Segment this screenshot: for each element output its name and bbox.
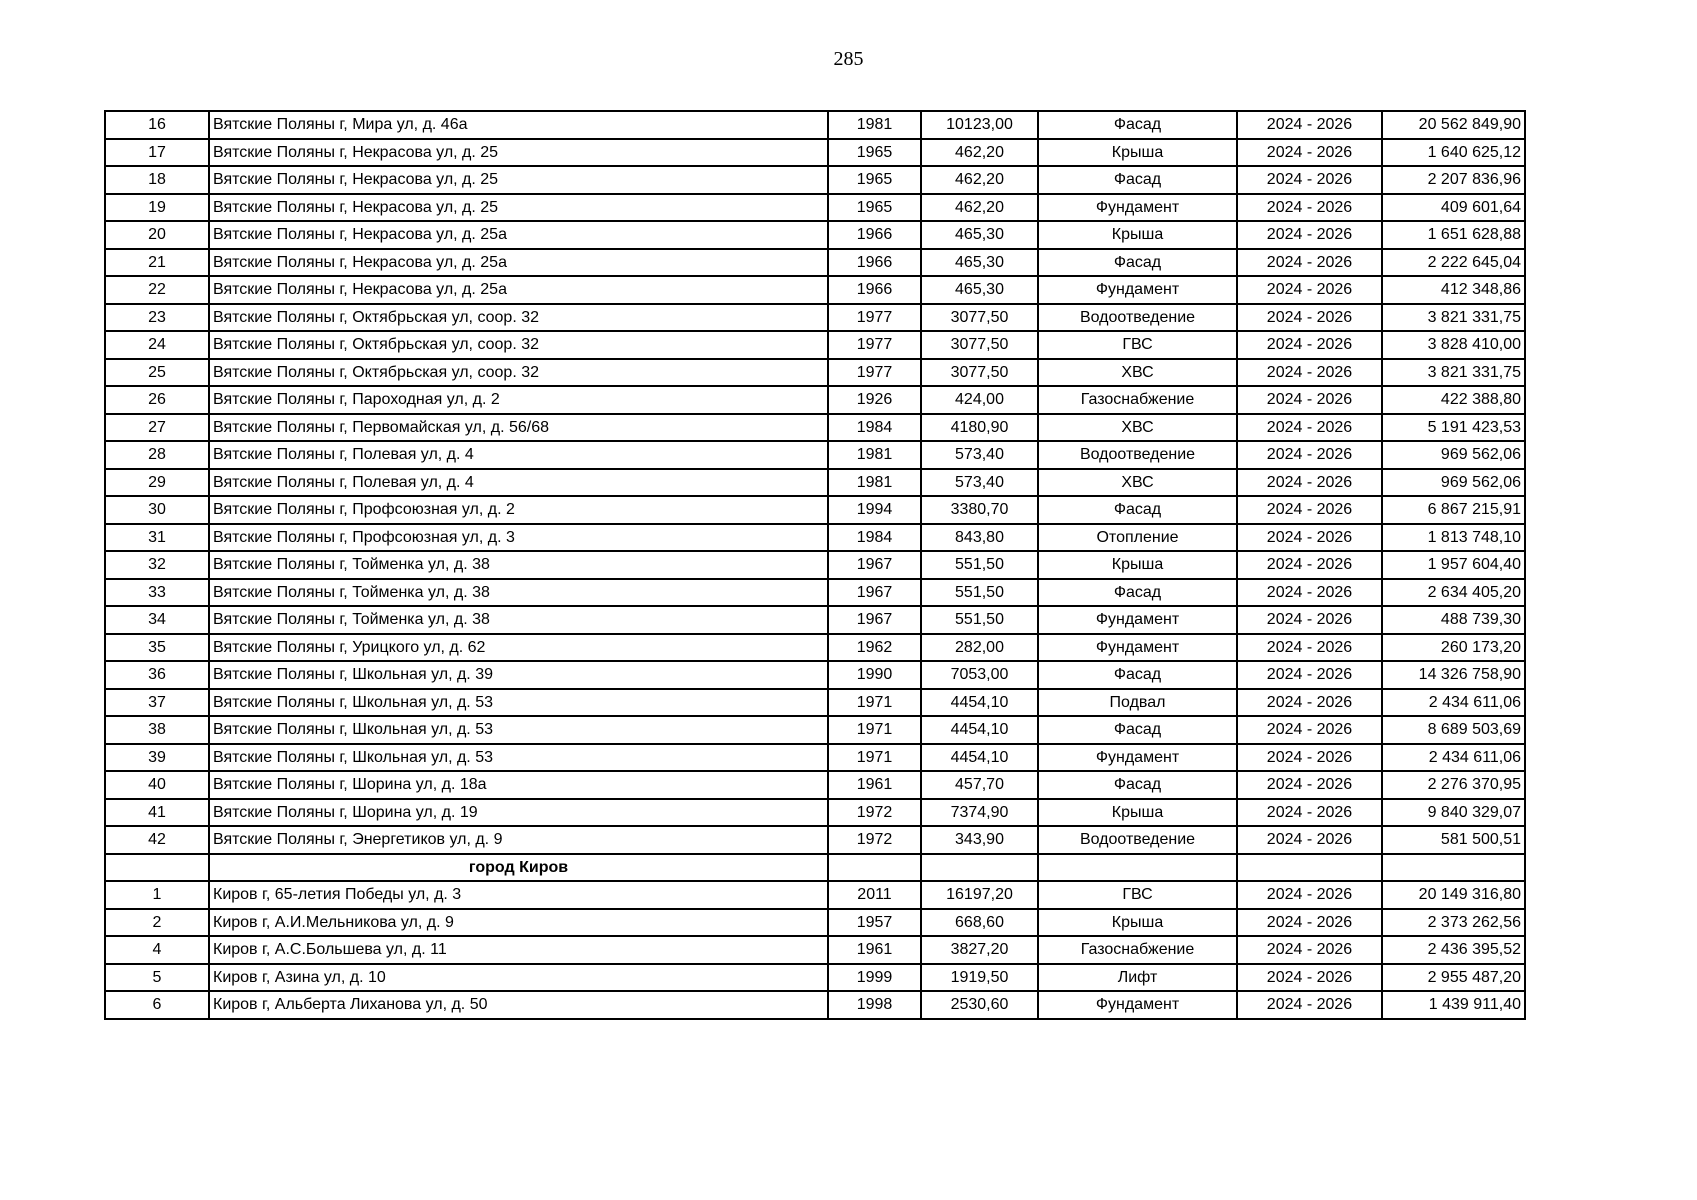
cost-cell: 969 562,06	[1382, 469, 1525, 497]
area-cell: 3077,50	[921, 359, 1038, 387]
table-row	[105, 991, 1525, 1019]
period-cell: 2024 - 2026	[1237, 496, 1382, 524]
table-row	[105, 414, 1525, 442]
build-year-cell: 1967	[828, 606, 921, 634]
row-number-cell: 42	[105, 826, 209, 854]
build-year-cell: 1966	[828, 276, 921, 304]
row-number-cell	[105, 854, 209, 882]
address-cell: Вятские Поляны г, Некрасова ул, д. 25	[209, 166, 828, 194]
build-year-cell: 1998	[828, 991, 921, 1019]
period-cell: 2024 - 2026	[1237, 331, 1382, 359]
table-row	[105, 744, 1525, 772]
period-cell: 2024 - 2026	[1237, 606, 1382, 634]
period-cell: 2024 - 2026	[1237, 139, 1382, 167]
work-type-cell: Фундамент	[1038, 606, 1237, 634]
work-type-cell: Водоотведение	[1038, 304, 1237, 332]
table-row	[105, 826, 1525, 854]
row-number-cell: 40	[105, 771, 209, 799]
cost-cell: 2 436 395,52	[1382, 936, 1525, 964]
period-cell: 2024 - 2026	[1237, 249, 1382, 277]
period-cell: 2024 - 2026	[1237, 111, 1382, 139]
table-row	[105, 799, 1525, 827]
area-cell: 3380,70	[921, 496, 1038, 524]
build-year-cell: 1966	[828, 249, 921, 277]
cost-cell: 3 828 410,00	[1382, 331, 1525, 359]
build-year-cell: 1994	[828, 496, 921, 524]
build-year-cell: 1967	[828, 579, 921, 607]
work-type-cell: ГВС	[1038, 881, 1237, 909]
work-type-cell: Подвал	[1038, 689, 1237, 717]
period-cell: 2024 - 2026	[1237, 221, 1382, 249]
build-year-cell: 1981	[828, 111, 921, 139]
row-number-cell: 27	[105, 414, 209, 442]
area-cell: 465,30	[921, 276, 1038, 304]
table-row	[105, 441, 1525, 469]
build-year-cell: 1984	[828, 414, 921, 442]
area-cell: 843,80	[921, 524, 1038, 552]
cost-cell: 2 276 370,95	[1382, 771, 1525, 799]
build-year-cell: 1957	[828, 909, 921, 937]
address-cell: Вятские Поляны г, Октябрьская ул, соор. 32	[209, 331, 828, 359]
row-number-cell: 17	[105, 139, 209, 167]
period-cell: 2024 - 2026	[1237, 661, 1382, 689]
row-number-cell: 1	[105, 881, 209, 909]
cost-cell: 2 634 405,20	[1382, 579, 1525, 607]
row-number-cell: 38	[105, 716, 209, 744]
row-number-cell: 29	[105, 469, 209, 497]
table-row	[105, 964, 1525, 992]
address-cell: Вятские Поляны г, Некрасова ул, д. 25а	[209, 249, 828, 277]
address-cell: Вятские Поляны г, Шорина ул, д. 19	[209, 799, 828, 827]
cost-cell: 3 821 331,75	[1382, 359, 1525, 387]
work-type-cell: Крыша	[1038, 909, 1237, 937]
table-row	[105, 551, 1525, 579]
row-number-cell: 33	[105, 579, 209, 607]
cost-cell: 20 149 316,80	[1382, 881, 1525, 909]
build-year-cell: 1962	[828, 634, 921, 662]
address-cell: Вятские Поляны г, Школьная ул, д. 39	[209, 661, 828, 689]
address-cell: Вятские Поляны г, Профсоюзная ул, д. 2	[209, 496, 828, 524]
work-type-cell	[1038, 854, 1237, 882]
area-cell: 4454,10	[921, 744, 1038, 772]
work-type-cell: Фасад	[1038, 771, 1237, 799]
row-number-cell: 30	[105, 496, 209, 524]
table-row	[105, 579, 1525, 607]
area-cell: 282,00	[921, 634, 1038, 662]
address-cell: Киров г, А.С.Большева ул, д. 11	[209, 936, 828, 964]
area-cell: 4180,90	[921, 414, 1038, 442]
period-cell: 2024 - 2026	[1237, 304, 1382, 332]
area-cell: 465,30	[921, 221, 1038, 249]
period-cell: 2024 - 2026	[1237, 744, 1382, 772]
table-row	[105, 276, 1525, 304]
work-type-cell: Фундамент	[1038, 744, 1237, 772]
work-type-cell: Фундамент	[1038, 991, 1237, 1019]
build-year-cell: 1977	[828, 304, 921, 332]
build-year-cell	[828, 854, 921, 882]
period-cell: 2024 - 2026	[1237, 524, 1382, 552]
address-cell: Вятские Поляны г, Тойменка ул, д. 38	[209, 606, 828, 634]
work-type-cell: ХВС	[1038, 469, 1237, 497]
build-year-cell: 1999	[828, 964, 921, 992]
row-number-cell: 22	[105, 276, 209, 304]
table-body	[105, 111, 1525, 1019]
work-type-cell: Крыша	[1038, 221, 1237, 249]
row-number-cell: 26	[105, 386, 209, 414]
address-cell: Вятские Поляны г, Профсоюзная ул, д. 3	[209, 524, 828, 552]
area-cell: 551,50	[921, 579, 1038, 607]
build-year-cell: 1967	[828, 551, 921, 579]
table-row	[105, 249, 1525, 277]
period-cell: 2024 - 2026	[1237, 194, 1382, 222]
build-year-cell: 1984	[828, 524, 921, 552]
build-year-cell: 1981	[828, 469, 921, 497]
work-type-cell: Крыша	[1038, 139, 1237, 167]
address-cell: Вятские Поляны г, Первомайская ул, д. 56/68	[209, 414, 828, 442]
section-title: город Киров	[209, 854, 828, 882]
row-number-cell: 31	[105, 524, 209, 552]
table-row	[105, 771, 1525, 799]
period-cell: 2024 - 2026	[1237, 799, 1382, 827]
table-row	[105, 359, 1525, 387]
cost-cell: 1 640 625,12	[1382, 139, 1525, 167]
area-cell: 573,40	[921, 441, 1038, 469]
cost-cell: 409 601,64	[1382, 194, 1525, 222]
table-row	[105, 689, 1525, 717]
cost-cell: 2 955 487,20	[1382, 964, 1525, 992]
area-cell: 551,50	[921, 551, 1038, 579]
row-number-cell: 16	[105, 111, 209, 139]
period-cell: 2024 - 2026	[1237, 579, 1382, 607]
table-row	[105, 331, 1525, 359]
work-type-cell: Крыша	[1038, 551, 1237, 579]
build-year-cell: 2011	[828, 881, 921, 909]
work-type-cell: Фасад	[1038, 111, 1237, 139]
area-cell: 551,50	[921, 606, 1038, 634]
area-cell	[921, 854, 1038, 882]
work-type-cell: Фундамент	[1038, 194, 1237, 222]
period-cell: 2024 - 2026	[1237, 716, 1382, 744]
area-cell: 4454,10	[921, 716, 1038, 744]
work-type-cell: Водоотведение	[1038, 441, 1237, 469]
area-cell: 457,70	[921, 771, 1038, 799]
table-row	[105, 221, 1525, 249]
address-cell: Киров г, А.И.Мельникова ул, д. 9	[209, 909, 828, 937]
period-cell: 2024 - 2026	[1237, 964, 1382, 992]
table-row	[105, 194, 1525, 222]
period-cell: 2024 - 2026	[1237, 359, 1382, 387]
period-cell: 2024 - 2026	[1237, 689, 1382, 717]
build-year-cell: 1961	[828, 936, 921, 964]
area-cell: 343,90	[921, 826, 1038, 854]
address-cell: Киров г, Альберта Лиханова ул, д. 50	[209, 991, 828, 1019]
work-type-cell: ХВС	[1038, 359, 1237, 387]
build-year-cell: 1981	[828, 441, 921, 469]
area-cell: 424,00	[921, 386, 1038, 414]
period-cell: 2024 - 2026	[1237, 276, 1382, 304]
work-type-cell: Фасад	[1038, 716, 1237, 744]
cost-cell: 412 348,86	[1382, 276, 1525, 304]
address-cell: Киров г, 65-летия Победы ул, д. 3	[209, 881, 828, 909]
area-cell: 2530,60	[921, 991, 1038, 1019]
table-row	[105, 304, 1525, 332]
address-cell: Вятские Поляны г, Некрасова ул, д. 25а	[209, 221, 828, 249]
period-cell: 2024 - 2026	[1237, 469, 1382, 497]
cost-cell: 2 222 645,04	[1382, 249, 1525, 277]
area-cell: 10123,00	[921, 111, 1038, 139]
cost-cell: 6 867 215,91	[1382, 496, 1525, 524]
work-type-cell: Газоснабжение	[1038, 936, 1237, 964]
row-number-cell: 24	[105, 331, 209, 359]
cost-cell: 3 821 331,75	[1382, 304, 1525, 332]
row-number-cell: 21	[105, 249, 209, 277]
build-year-cell: 1972	[828, 826, 921, 854]
row-number-cell: 23	[105, 304, 209, 332]
work-type-cell: Отопление	[1038, 524, 1237, 552]
address-cell: Вятские Поляны г, Пароходная ул, д. 2	[209, 386, 828, 414]
row-number-cell: 19	[105, 194, 209, 222]
period-cell: 2024 - 2026	[1237, 386, 1382, 414]
cost-cell: 20 562 849,90	[1382, 111, 1525, 139]
area-cell: 668,60	[921, 909, 1038, 937]
area-cell: 462,20	[921, 194, 1038, 222]
cost-cell: 2 434 611,06	[1382, 689, 1525, 717]
address-cell: Вятские Поляны г, Тойменка ул, д. 38	[209, 551, 828, 579]
row-number-cell: 32	[105, 551, 209, 579]
work-type-cell: Фундамент	[1038, 276, 1237, 304]
table-row	[105, 661, 1525, 689]
address-cell: Киров г, Азина ул, д. 10	[209, 964, 828, 992]
work-type-cell: Крыша	[1038, 799, 1237, 827]
section-header-row	[105, 854, 1525, 882]
cost-cell: 1 957 604,40	[1382, 551, 1525, 579]
work-type-cell: ГВС	[1038, 331, 1237, 359]
period-cell: 2024 - 2026	[1237, 551, 1382, 579]
area-cell: 16197,20	[921, 881, 1038, 909]
address-cell: Вятские Поляны г, Школьная ул, д. 53	[209, 744, 828, 772]
cost-cell: 2 434 611,06	[1382, 744, 1525, 772]
work-type-cell: ХВС	[1038, 414, 1237, 442]
cost-cell: 2 207 836,96	[1382, 166, 1525, 194]
address-cell: Вятские Поляны г, Некрасова ул, д. 25	[209, 194, 828, 222]
period-cell: 2024 - 2026	[1237, 166, 1382, 194]
build-year-cell: 1926	[828, 386, 921, 414]
build-year-cell: 1966	[828, 221, 921, 249]
build-year-cell: 1977	[828, 331, 921, 359]
period-cell: 2024 - 2026	[1237, 771, 1382, 799]
table-row	[105, 386, 1525, 414]
build-year-cell: 1971	[828, 744, 921, 772]
address-cell: Вятские Поляны г, Мира ул, д. 46а	[209, 111, 828, 139]
area-cell: 4454,10	[921, 689, 1038, 717]
area-cell: 3077,50	[921, 304, 1038, 332]
cost-cell: 1 813 748,10	[1382, 524, 1525, 552]
cost-cell: 581 500,51	[1382, 826, 1525, 854]
cost-cell	[1382, 854, 1525, 882]
build-year-cell: 1965	[828, 166, 921, 194]
cost-cell: 14 326 758,90	[1382, 661, 1525, 689]
table-row	[105, 881, 1525, 909]
row-number-cell: 35	[105, 634, 209, 662]
build-year-cell: 1961	[828, 771, 921, 799]
work-type-cell: Фасад	[1038, 579, 1237, 607]
address-cell: Вятские Поляны г, Тойменка ул, д. 38	[209, 579, 828, 607]
table-row	[105, 909, 1525, 937]
period-cell: 2024 - 2026	[1237, 936, 1382, 964]
address-cell: Вятские Поляны г, Школьная ул, д. 53	[209, 689, 828, 717]
table-row	[105, 469, 1525, 497]
row-number-cell: 6	[105, 991, 209, 1019]
cost-cell: 2 373 262,56	[1382, 909, 1525, 937]
row-number-cell: 34	[105, 606, 209, 634]
cost-cell: 1 439 911,40	[1382, 991, 1525, 1019]
work-type-cell: Фасад	[1038, 249, 1237, 277]
work-type-cell: Фундамент	[1038, 634, 1237, 662]
work-type-cell: Лифт	[1038, 964, 1237, 992]
address-cell: Вятские Поляны г, Некрасова ул, д. 25	[209, 139, 828, 167]
build-year-cell: 1972	[828, 799, 921, 827]
address-cell: Вятские Поляны г, Энергетиков ул, д. 9	[209, 826, 828, 854]
row-number-cell: 20	[105, 221, 209, 249]
area-cell: 462,20	[921, 139, 1038, 167]
address-cell: Вятские Поляны г, Урицкого ул, д. 62	[209, 634, 828, 662]
address-cell: Вятские Поляны г, Октябрьская ул, соор. 32	[209, 304, 828, 332]
period-cell	[1237, 854, 1382, 882]
row-number-cell: 36	[105, 661, 209, 689]
cost-cell: 5 191 423,53	[1382, 414, 1525, 442]
work-type-cell: Газоснабжение	[1038, 386, 1237, 414]
table-row	[105, 166, 1525, 194]
cost-cell: 488 739,30	[1382, 606, 1525, 634]
period-cell: 2024 - 2026	[1237, 441, 1382, 469]
build-year-cell: 1990	[828, 661, 921, 689]
area-cell: 7374,90	[921, 799, 1038, 827]
area-cell: 3077,50	[921, 331, 1038, 359]
build-year-cell: 1971	[828, 689, 921, 717]
cost-cell: 260 173,20	[1382, 634, 1525, 662]
row-number-cell: 5	[105, 964, 209, 992]
cost-cell: 969 562,06	[1382, 441, 1525, 469]
row-number-cell: 41	[105, 799, 209, 827]
address-cell: Вятские Поляны г, Школьная ул, д. 53	[209, 716, 828, 744]
area-cell: 3827,20	[921, 936, 1038, 964]
area-cell: 573,40	[921, 469, 1038, 497]
table-row	[105, 716, 1525, 744]
table-row	[105, 606, 1525, 634]
table-row	[105, 936, 1525, 964]
row-number-cell: 25	[105, 359, 209, 387]
area-cell: 7053,00	[921, 661, 1038, 689]
row-number-cell: 4	[105, 936, 209, 964]
address-cell: Вятские Поляны г, Октябрьская ул, соор. 32	[209, 359, 828, 387]
cost-cell: 8 689 503,69	[1382, 716, 1525, 744]
build-year-cell: 1965	[828, 194, 921, 222]
row-number-cell: 28	[105, 441, 209, 469]
register-table	[104, 110, 1526, 1020]
work-type-cell: Фасад	[1038, 496, 1237, 524]
build-year-cell: 1965	[828, 139, 921, 167]
period-cell: 2024 - 2026	[1237, 881, 1382, 909]
page-number: 285	[833, 48, 864, 70]
table-row	[105, 496, 1525, 524]
address-cell: Вятские Поляны г, Некрасова ул, д. 25а	[209, 276, 828, 304]
build-year-cell: 1977	[828, 359, 921, 387]
build-year-cell: 1971	[828, 716, 921, 744]
table-row	[105, 634, 1525, 662]
area-cell: 1919,50	[921, 964, 1038, 992]
period-cell: 2024 - 2026	[1237, 634, 1382, 662]
table-row	[105, 524, 1525, 552]
row-number-cell: 2	[105, 909, 209, 937]
table-row	[105, 111, 1525, 139]
work-type-cell: Водоотведение	[1038, 826, 1237, 854]
period-cell: 2024 - 2026	[1237, 826, 1382, 854]
row-number-cell: 39	[105, 744, 209, 772]
cost-cell: 9 840 329,07	[1382, 799, 1525, 827]
period-cell: 2024 - 2026	[1237, 909, 1382, 937]
cost-cell: 422 388,80	[1382, 386, 1525, 414]
area-cell: 465,30	[921, 249, 1038, 277]
period-cell: 2024 - 2026	[1237, 414, 1382, 442]
row-number-cell: 37	[105, 689, 209, 717]
table-row	[105, 139, 1525, 167]
area-cell: 462,20	[921, 166, 1038, 194]
work-type-cell: Фасад	[1038, 661, 1237, 689]
address-cell: Вятские Поляны г, Шорина ул, д. 18а	[209, 771, 828, 799]
address-cell: Вятские Поляны г, Полевая ул, д. 4	[209, 441, 828, 469]
cost-cell: 1 651 628,88	[1382, 221, 1525, 249]
row-number-cell: 18	[105, 166, 209, 194]
work-type-cell: Фасад	[1038, 166, 1237, 194]
period-cell: 2024 - 2026	[1237, 991, 1382, 1019]
address-cell: Вятские Поляны г, Полевая ул, д. 4	[209, 469, 828, 497]
